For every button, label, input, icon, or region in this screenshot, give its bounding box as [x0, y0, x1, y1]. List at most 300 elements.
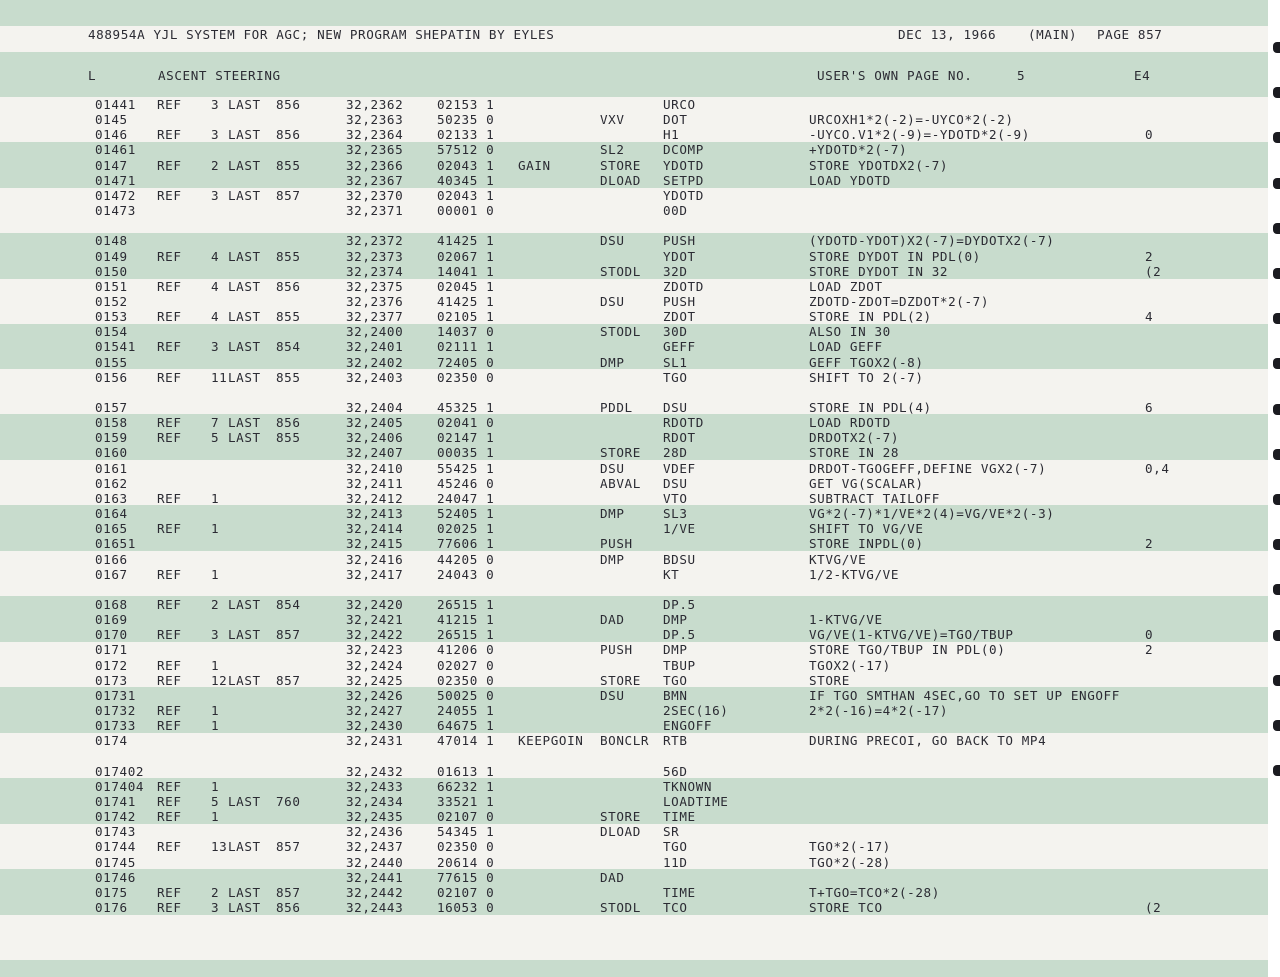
punch-hole [1273, 87, 1280, 98]
comment: (YDOTD-YDOT)X2(-7)=DYDOTX2(-7) [809, 233, 1055, 249]
green-band [0, 960, 1268, 977]
ref-count: 3 [211, 127, 220, 143]
line-number: 0173 [95, 672, 128, 688]
ref-count: 2 [211, 157, 220, 173]
comment: GEFF TGOX2(-8) [809, 354, 924, 370]
section-code: E4 [1134, 68, 1151, 83]
comment: ALSO IN 30 [809, 324, 891, 340]
comment: STORE IN PDL(4) [809, 400, 932, 415]
comment: STORE DYDOT IN PDL(0) [809, 248, 981, 264]
opcode: VXV [600, 112, 625, 128]
operand: 11D [663, 854, 688, 870]
line-number: 01746 [95, 869, 136, 885]
last-page: 857 [276, 187, 301, 203]
address: 32,2403 [346, 369, 404, 385]
line-number: 01744 [95, 839, 136, 855]
ref-count: 3 [211, 339, 220, 355]
line-number: 0167 [95, 566, 128, 582]
octal-word: 54345 1 [437, 824, 495, 840]
address: 32,2371 [346, 203, 404, 219]
tractor-feed-margin [1268, 0, 1280, 977]
octal-word: 00035 1 [437, 445, 495, 461]
comment: DRDOT-TGOGEFF,DEFINE VGX2(-7) [809, 460, 1047, 476]
address: 32,2443 [346, 899, 404, 915]
ref-count: 1 [211, 703, 220, 718]
line-number: 0152 [95, 293, 128, 309]
last-marker: LAST [228, 278, 261, 294]
comment: STORE INPDL(0) [809, 536, 924, 552]
ref-marker: REF [157, 899, 182, 915]
octal-word: 26515 1 [437, 596, 495, 612]
opcode: DLOAD [600, 824, 641, 840]
section-title: ASCENT STEERING [158, 68, 281, 83]
octal-word: 02107 0 [437, 809, 495, 825]
octal-word: 41206 0 [437, 642, 495, 658]
octal-word: 45325 1 [437, 400, 495, 415]
operand: TGO [663, 369, 688, 385]
comment: LOAD GEFF [809, 339, 883, 355]
octal-word: 50235 0 [437, 112, 495, 128]
operand: DSU [663, 400, 688, 415]
operand: LOADTIME [663, 793, 729, 809]
opcode: DAD [600, 612, 625, 628]
line-number: 0176 [95, 899, 128, 915]
line-number: 01471 [95, 172, 136, 188]
ref-count: 3 [211, 627, 220, 643]
line-number: 0153 [95, 309, 128, 325]
last-marker: LAST [228, 369, 261, 385]
ref-marker: REF [157, 127, 182, 143]
octal-word: 66232 1 [437, 778, 495, 794]
comment: VG/VE(1-KTVG/VE)=TGO/TBUP [809, 627, 1014, 643]
ref-marker: REF [157, 672, 182, 688]
operand: YDOTD [663, 187, 704, 203]
octal-word: 24055 1 [437, 703, 495, 718]
address: 32,2422 [346, 627, 404, 643]
ref-count: 3 [211, 97, 220, 112]
opcode: DSU [600, 460, 625, 476]
punch-hole [1273, 268, 1280, 279]
octal-word: 57512 0 [437, 142, 495, 158]
last-page: 857 [276, 884, 301, 900]
operand: SR [663, 824, 680, 840]
line-number: 01741 [95, 793, 136, 809]
ref-count: 4 [211, 309, 220, 325]
line-number: 0174 [95, 733, 128, 749]
opcode: STODL [600, 263, 641, 279]
last-marker: LAST [228, 339, 261, 355]
ref-count: 2 [211, 884, 220, 900]
address: 32,2427 [346, 703, 404, 718]
last-marker: LAST [228, 672, 261, 688]
octal-word: 01613 1 [437, 763, 495, 779]
address: 32,2401 [346, 339, 404, 355]
last-page: 855 [276, 369, 301, 385]
punch-hole [1273, 132, 1280, 143]
address: 32,2372 [346, 233, 404, 249]
operand: KT [663, 566, 680, 582]
operand: 00D [663, 203, 688, 219]
last-page: 854 [276, 596, 301, 612]
octal-word: 02105 1 [437, 309, 495, 325]
opcode: SL2 [600, 142, 625, 158]
punch-hole [1273, 630, 1280, 641]
ref-marker: REF [157, 339, 182, 355]
operand: ZDOTD [663, 278, 704, 294]
operand: ENGOFF [663, 718, 713, 734]
ref-count: 2 [211, 596, 220, 612]
last-page: 760 [276, 793, 301, 809]
opcode: STORE [600, 157, 641, 173]
listing-main: (MAIN) [1028, 27, 1078, 42]
address: 32,2374 [346, 263, 404, 279]
last-marker: LAST [228, 596, 261, 612]
comment: 1-KTVG/VE [809, 612, 883, 628]
operand: TCO [663, 899, 688, 915]
last-marker: LAST [228, 97, 261, 112]
right-note: 4 [1145, 309, 1154, 325]
address: 32,2435 [346, 809, 404, 825]
ref-marker: REF [157, 430, 182, 446]
octal-word: 02045 1 [437, 278, 495, 294]
ref-count: 1 [211, 778, 220, 794]
operand: RDOT [663, 430, 696, 446]
right-note: 2 [1145, 642, 1154, 658]
octal-word: 24047 1 [437, 490, 495, 506]
ref-count: 3 [211, 187, 220, 203]
octal-word: 02107 0 [437, 884, 495, 900]
punch-hole [1273, 584, 1280, 595]
address: 32,2423 [346, 642, 404, 658]
operand: 28D [663, 445, 688, 461]
label: GAIN [518, 157, 551, 173]
operand: 1/VE [663, 521, 696, 537]
last-page: 855 [276, 430, 301, 446]
line-number: 017402 [95, 763, 145, 779]
address: 32,2420 [346, 596, 404, 612]
line-number: 0145 [95, 112, 128, 128]
last-page: 855 [276, 309, 301, 325]
operand: DP.5 [663, 596, 696, 612]
last-page: 857 [276, 672, 301, 688]
line-number: 0158 [95, 415, 128, 431]
address: 32,2417 [346, 566, 404, 582]
address: 32,2432 [346, 763, 404, 779]
ref-marker: REF [157, 157, 182, 173]
comment: DRDOTX2(-7) [809, 430, 900, 446]
ref-marker: REF [157, 369, 182, 385]
octal-word: 41425 1 [437, 293, 495, 309]
ref-count: 3 [211, 899, 220, 915]
last-marker: LAST [228, 127, 261, 143]
operand: YDOTD [663, 157, 704, 173]
operand: TIME [663, 884, 696, 900]
ref-count: 5 [211, 430, 220, 446]
last-page: 856 [276, 415, 301, 431]
ref-marker: REF [157, 596, 182, 612]
line-number: 0155 [95, 354, 128, 370]
comment: KTVG/VE [809, 551, 867, 567]
opcode: DMP [600, 551, 625, 567]
operand: RTB [663, 733, 688, 749]
octal-word: 45246 0 [437, 475, 495, 491]
ref-marker: REF [157, 490, 182, 506]
octal-word: 33521 1 [437, 793, 495, 809]
octal-word: 50025 0 [437, 687, 495, 703]
right-note: (2 [1145, 263, 1162, 279]
octal-word: 47014 1 [437, 733, 495, 749]
line-number: 0148 [95, 233, 128, 249]
address: 32,2415 [346, 536, 404, 552]
line-number: 0156 [95, 369, 128, 385]
operand: DMP [663, 642, 688, 658]
comment: SHIFT TO 2(-7) [809, 369, 924, 385]
users-page-number: 5 [1017, 68, 1026, 83]
line-number: 0160 [95, 445, 128, 461]
operand: SETPD [663, 172, 704, 188]
operand: GEFF [663, 339, 696, 355]
octal-word: 40345 1 [437, 172, 495, 188]
comment: IF TGO SMTHAN 4SEC,GO TO SET UP ENGOFF [809, 687, 1120, 703]
octal-word: 44205 0 [437, 551, 495, 567]
address: 32,2412 [346, 490, 404, 506]
right-note: (2 [1145, 899, 1162, 915]
operand: 56D [663, 763, 688, 779]
last-marker: LAST [228, 157, 261, 173]
last-marker: LAST [228, 627, 261, 643]
operand: VDEF [663, 460, 696, 476]
address: 32,2413 [346, 506, 404, 522]
octal-word: 20614 0 [437, 854, 495, 870]
octal-word: 00001 0 [437, 203, 495, 219]
ref-marker: REF [157, 97, 182, 112]
comment: LOAD ZDOT [809, 278, 883, 294]
ref-marker: REF [157, 187, 182, 203]
right-note: 0 [1145, 627, 1154, 643]
opcode: DSU [600, 233, 625, 249]
octal-word: 52405 1 [437, 506, 495, 522]
address: 32,2362 [346, 97, 404, 112]
address: 32,2421 [346, 612, 404, 628]
line-number: 017404 [95, 778, 145, 794]
octal-word: 64675 1 [437, 718, 495, 734]
line-number: 0170 [95, 627, 128, 643]
punch-hole [1273, 765, 1280, 776]
operand: H1 [663, 127, 680, 143]
address: 32,2436 [346, 824, 404, 840]
comment: 1/2-KTVG/VE [809, 566, 900, 582]
ref-count: 1 [211, 657, 220, 673]
address: 32,2433 [346, 778, 404, 794]
operand: 32D [663, 263, 688, 279]
comment: STORE TCO [809, 899, 883, 915]
line-number: 0163 [95, 490, 128, 506]
address: 32,2440 [346, 854, 404, 870]
ref-marker: REF [157, 657, 182, 673]
last-marker: LAST [228, 415, 261, 431]
last-page: 857 [276, 839, 301, 855]
line-number: 0159 [95, 430, 128, 446]
ref-marker: REF [157, 703, 182, 718]
last-page: 856 [276, 899, 301, 915]
ref-marker: REF [157, 566, 182, 582]
line-number: 01743 [95, 824, 136, 840]
address: 32,2365 [346, 142, 404, 158]
ref-count: 11 [211, 369, 228, 385]
last-page: 855 [276, 157, 301, 173]
punch-hole [1273, 675, 1280, 686]
line-number: 0149 [95, 248, 128, 264]
operand: DOT [663, 112, 688, 128]
punch-hole [1273, 539, 1280, 550]
address: 32,2370 [346, 187, 404, 203]
opcode: DLOAD [600, 172, 641, 188]
line-number: 0166 [95, 551, 128, 567]
last-page: 856 [276, 127, 301, 143]
octal-word: 02043 1 [437, 157, 495, 173]
operand: SL3 [663, 506, 688, 522]
line-number: 0169 [95, 612, 128, 628]
address: 32,2367 [346, 172, 404, 188]
line-number: 0161 [95, 460, 128, 476]
comment: TGO*2(-17) [809, 839, 891, 855]
opcode: DMP [600, 354, 625, 370]
opcode: DSU [600, 293, 625, 309]
address: 32,2364 [346, 127, 404, 143]
line-number: 01472 [95, 187, 136, 203]
operand: DSU [663, 475, 688, 491]
line-number: 0172 [95, 657, 128, 673]
punch-hole [1273, 720, 1280, 731]
operand: TIME [663, 809, 696, 825]
octal-word: 02350 0 [437, 839, 495, 855]
ref-marker: REF [157, 521, 182, 537]
line-number: 0146 [95, 127, 128, 143]
punch-hole [1273, 223, 1280, 234]
line-number: 01461 [95, 142, 136, 158]
last-marker: LAST [228, 187, 261, 203]
last-marker: LAST [228, 793, 261, 809]
operand: TGO [663, 839, 688, 855]
last-marker: LAST [228, 899, 261, 915]
opcode: STODL [600, 899, 641, 915]
line-number: 0147 [95, 157, 128, 173]
ref-count: 1 [211, 566, 220, 582]
address: 32,2377 [346, 309, 404, 325]
comment: VG*2(-7)*1/VE*2(4)=VG/VE*2(-3) [809, 506, 1055, 522]
address: 32,2376 [346, 293, 404, 309]
line-number: 01732 [95, 703, 136, 718]
operand: TBUP [663, 657, 696, 673]
ref-count: 1 [211, 490, 220, 506]
comment: GET VG(SCALAR) [809, 475, 924, 491]
right-note: 0 [1145, 127, 1154, 143]
ref-count: 1 [211, 718, 220, 734]
operand: VTO [663, 490, 688, 506]
line-number: 0171 [95, 642, 128, 658]
address: 32,2406 [346, 430, 404, 446]
line-number: 0151 [95, 278, 128, 294]
comment: +YDOTD*2(-7) [809, 142, 908, 158]
line-number: 01651 [95, 536, 136, 552]
address: 32,2405 [346, 415, 404, 431]
right-note: 2 [1145, 536, 1154, 552]
green-band [0, 0, 1268, 26]
punch-hole [1273, 494, 1280, 505]
green-band [0, 596, 1268, 642]
operand: DP.5 [663, 627, 696, 643]
octal-word: 16053 0 [437, 899, 495, 915]
comment: STORE TGO/TBUP IN PDL(0) [809, 642, 1006, 658]
address: 32,2407 [346, 445, 404, 461]
address: 32,2430 [346, 718, 404, 734]
label: KEEPGOIN [518, 733, 584, 749]
line-number: 01541 [95, 339, 136, 355]
comment: STORE [809, 672, 850, 688]
address: 32,2431 [346, 733, 404, 749]
line-number: 0162 [95, 475, 128, 491]
operand: BMN [663, 687, 688, 703]
ref-marker: REF [157, 415, 182, 431]
comment: 2*2(-16)=4*2(-17) [809, 703, 949, 718]
octal-word: 02350 0 [437, 369, 495, 385]
octal-word: 14041 1 [437, 263, 495, 279]
opcode: DSU [600, 687, 625, 703]
octal-word: 02147 1 [437, 430, 495, 446]
opcode: PUSH [600, 536, 633, 552]
line-number: 0165 [95, 521, 128, 537]
ref-marker: REF [157, 309, 182, 325]
punch-hole [1273, 178, 1280, 189]
address: 32,2414 [346, 521, 404, 537]
address: 32,2375 [346, 278, 404, 294]
line-number: 0164 [95, 506, 128, 522]
octal-word: 24043 0 [437, 566, 495, 582]
comment: TGOX2(-17) [809, 657, 891, 673]
address: 32,2402 [346, 354, 404, 370]
address: 32,2363 [346, 112, 404, 128]
last-page: 856 [276, 278, 301, 294]
opcode: PDDL [600, 400, 633, 415]
last-page: 856 [276, 97, 301, 112]
ref-count: 1 [211, 521, 220, 537]
ref-marker: REF [157, 884, 182, 900]
punch-hole [1273, 358, 1280, 369]
address: 32,2373 [346, 248, 404, 264]
octal-word: 77606 1 [437, 536, 495, 552]
line-number: 01742 [95, 809, 136, 825]
opcode: PUSH [600, 642, 633, 658]
comment: LOAD YDOTD [809, 172, 891, 188]
last-marker: LAST [228, 248, 261, 264]
page-number: PAGE 857 [1097, 27, 1163, 42]
ref-count: 13 [211, 839, 228, 855]
comment: SUBTRACT TAILOFF [809, 490, 940, 506]
address: 32,2425 [346, 672, 404, 688]
ref-count: 4 [211, 278, 220, 294]
address: 32,2442 [346, 884, 404, 900]
comment: DURING PRECOI, GO BACK TO MP4 [809, 733, 1047, 749]
ref-marker: REF [157, 778, 182, 794]
comment: SHIFT TO VG/VE [809, 521, 924, 537]
octal-word: 02025 1 [437, 521, 495, 537]
line-number: 0175 [95, 884, 128, 900]
octal-word: 26515 1 [437, 627, 495, 643]
address: 32,2416 [346, 551, 404, 567]
opcode: STODL [600, 324, 641, 340]
comment: ZDOTD-ZDOT=DZDOT*2(-7) [809, 293, 990, 309]
comment: URCOXH1*2(-2)=-UYCO*2(-2) [809, 112, 1014, 128]
